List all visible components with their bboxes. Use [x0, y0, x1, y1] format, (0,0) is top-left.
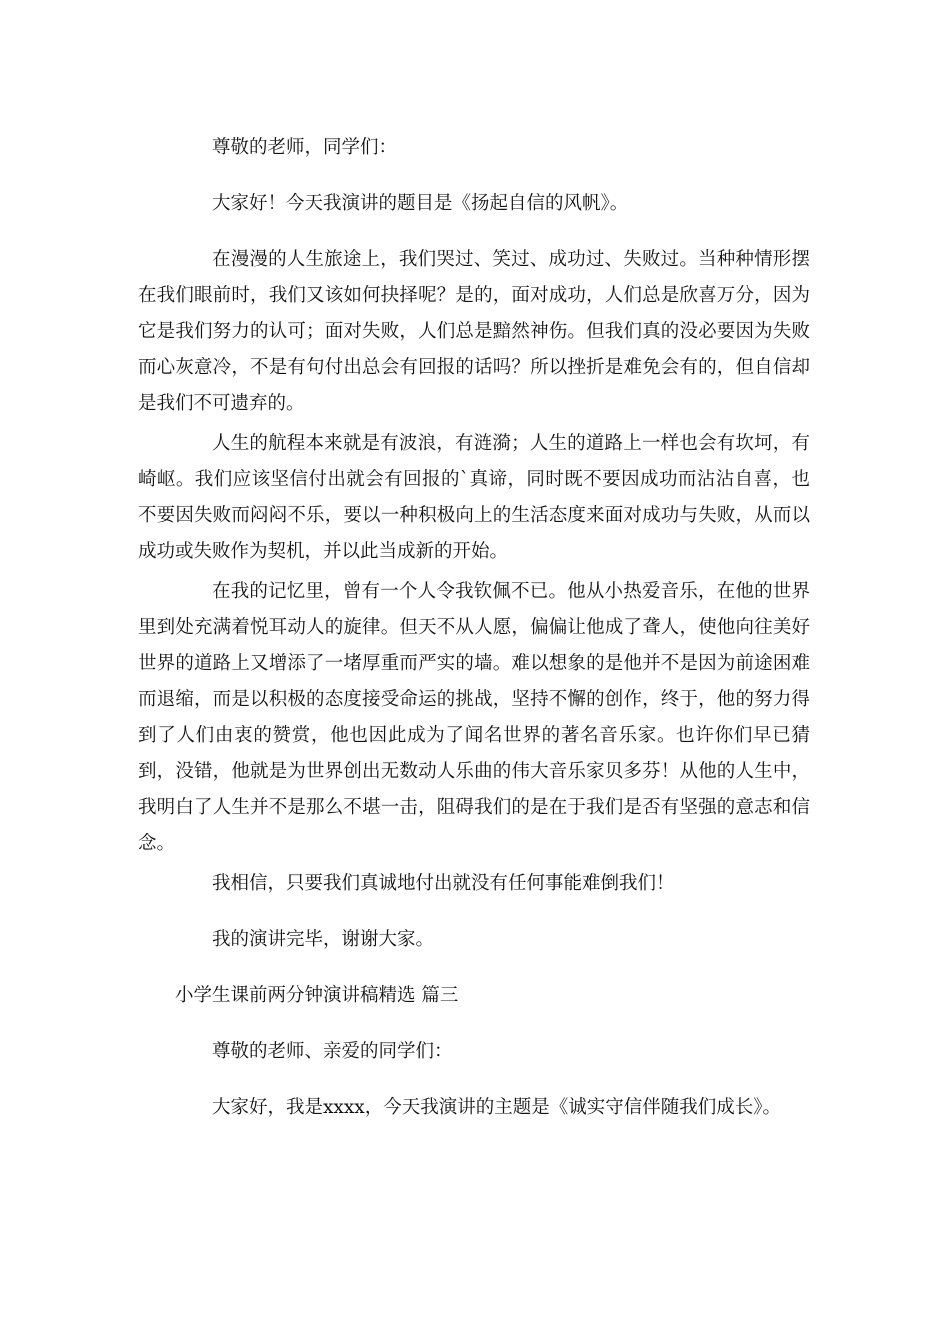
closing-line: 我的演讲完毕，谢谢大家。: [212, 929, 435, 950]
greeting-1: 尊敬的老师，同学们：: [212, 137, 398, 158]
paragraph-2: 人生的航程本来就是有波浪，有涟漪；人生的道路上一样也会有坎坷，有崎岖。我们应该坚信付出就会有回报的`真谛，同时既不要因成功而沾沾自喜，也不要因失败而闷闷不乐，要以一种积极向上的生活态度来面对成功与失败，从而以成功或失败作为契机，并以此当成新的开始。: [138, 433, 810, 562]
paragraph-3: 在我的记忆里，曾有一个人令我钦佩不已。他从小热爱音乐，在他的世界里到处充满着悦耳动人的旋律。但天不从人愿，偏偏让他成了聋人，使他向往美好世界的道路上又增添了一堵厚重而严实的墙。难以想象的是他并不是因为前途困难而退缩，而是以积极的态度接受命运的挑战，坚持不懈的创作，终于，他的努力得到了人们由衷的赞赏，他也因此成为了闻名世界的著名音乐家。也许你们早已猜到，没错，他就是为世界创出无数动人乐曲的伟大音乐家贝多芬！从他的人生中，我明白了人生并不是那么不堪一击，阻碍我们的是在于我们是否有坚强的意志和信念。: [138, 581, 810, 854]
belief-line: 我相信，只要我们真诚地付出就没有任何事能难倒我们！: [212, 873, 675, 894]
greeting-2: 尊敬的老师、亲爱的同学们：: [212, 1041, 453, 1062]
paragraph-1: 在漫漫的人生旅途上，我们哭过、笑过、成功过、失败过。当种种情形摆在我们眼前时，我们又该如何抉择呢？是的，面对成功，人们总是欣喜万分，因为它是我们努力的认可；面对失败，人们总是黯然神伤。但我们真的没必要因为失败而心灰意冷，不是有句付出总会有回报的话吗？所以挫折是难免会有的，但自信却是我们不可遗弃的。: [138, 249, 810, 414]
intro-2: 大家好，我是xxxx，今天我演讲的主题是《诚实守信伴随我们成长》。: [212, 1097, 781, 1118]
section-heading: 小学生课前两分钟演讲稿精选 篇三: [175, 985, 459, 1006]
intro-1: 大家好！今天我演讲的题目是《扬起自信的风帆》。: [212, 193, 629, 214]
